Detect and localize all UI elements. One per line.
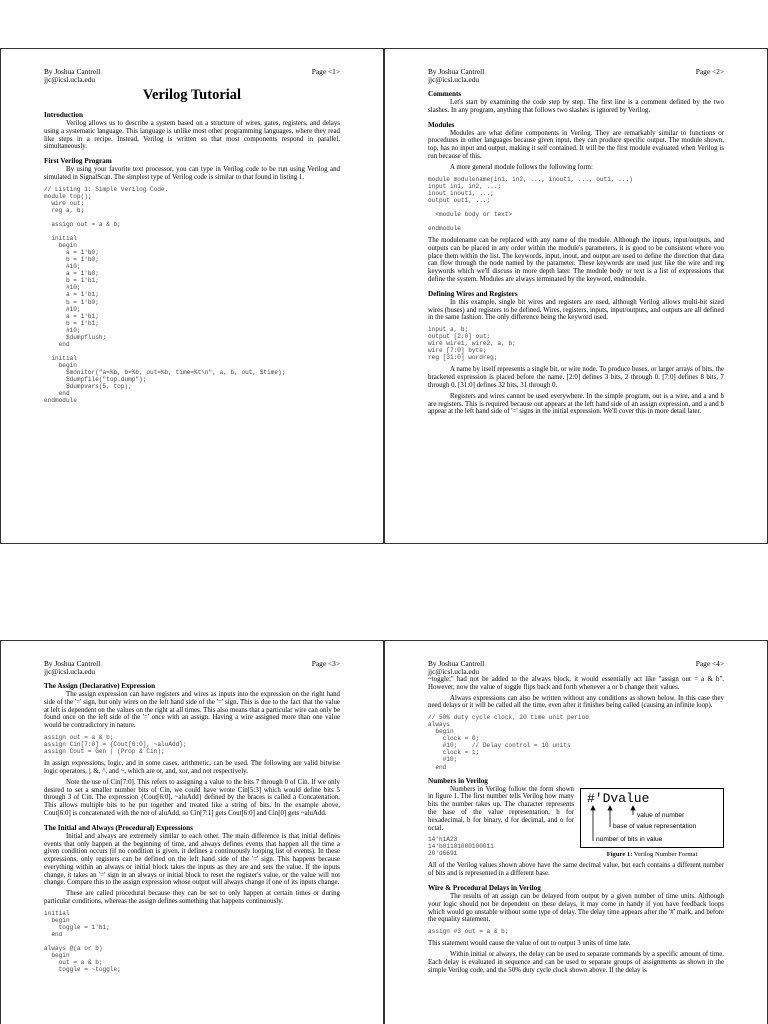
paragraph: Always expressions can also be written without any conditions as shown below. In this case they need delays or it will be called all the time, even after it finishes being called (causing an infinite loop). (428, 694, 724, 710)
figure-label-value: value of number (637, 811, 685, 819)
paragraph: Registers and wires cannot be used everywhere. In the simple program, out is a wire, and a and b are registers. This is required because out appears at the left hand side of an assign expression, and a and b appear at the left hand side of '=' signs in the initial expression. We'll cover this in more detail later. (428, 392, 724, 416)
code-listing: // Listing 1: Simple Verilog Code. module top(); wire out; reg a, b; assign out = a & b; initial begin a = 1'b0; b = 1'b0; #10; a = 1'b0; b = 1'b1; #10; a = 1'b1; b = 1'b0; #10; a = 1'b1; b = 1'b1; #10; $dumpflush; end initial begin $monitor("a=%b, b=%b, out=%b, time=%t\n", a, b, out, $time); $dumpfile("top.dump"); $dumpvars(5, top); end endmodule (44, 185, 286, 405)
author-email: jjc@icsl.ucla.edu (44, 667, 96, 677)
section-heading: Wire & Procedural Delays in Verilog (428, 884, 541, 893)
paragraph: By using your favorite text processor, you can type in Verilog code to be run using Verilog and simulated in SignalScan. The simplest type of Verilog code is similar to that found in listing 1. (44, 166, 340, 181)
code-listing: input a, b; output [2:0] out; wire wire1, wire2, a, b; wire [7:0] byte; reg [31:0] wordreg; (428, 326, 516, 362)
author-name: By Joshua Cantrell (428, 67, 485, 76)
section-heading: The Assign (Declarative) Expression (44, 682, 156, 690)
page-content (428, 660, 724, 978)
page-number: Page <2> (695, 67, 724, 76)
figure-format-text: #'Dvalue (587, 790, 650, 806)
document-page-3 (0, 640, 384, 1024)
paragraph: Modules are what define components in Verilog. They are remarkably similar to functions or procedures in other languages because given input, they can produce specific output. The module shown, top, has no input and output, making it self contained. It will be the first module evaluated when Verilog is run because of this. (428, 129, 724, 160)
author-name: By Joshua Cantrell (428, 659, 485, 668)
code-listing: assign out = a & b; assign Cin[7:0] = {Cout[6:0], ~aluAdd}; assign Cout = Gen | (Prop & Cin); (44, 733, 187, 756)
section-heading: Modules (428, 120, 455, 129)
figure-caption-text: Verilog Number Format (633, 850, 698, 858)
paragraph: The modulename can be replaced with any name of the module. Although the inputs, input/outputs, and outputs can be placed in any order within the module's parameters, it is good to be consistent where you place them within the list. The keywords, input, inout, and output are used to define the direction that data can flow through the node named by the parameter. These keywords are used just like the wire and reg keywords which we'll discuss in more depth later. The module body or text is a list of expressions that define the system. Modules are always terminated by the keyword, endmodule. (428, 236, 724, 283)
figure-box (580, 788, 724, 848)
page-content (428, 68, 724, 419)
figure-label-bits: number of bits in value (596, 835, 663, 843)
paragraph: A name by itself represents a single bit, or wire node. To produce buses, or larger arrays of bits, the bracketed expression is placed before the name. [2:0] defines 3 bits, 2 through 0. [7:0] defines 8 bits, 7 through 0. [31:0] defines 32 bits, 31 through 0. (428, 366, 724, 389)
page-header (44, 660, 340, 676)
code-listing: module modulename(in1, in2, ..., inout1, ..., out1, ...) input in1, in2, ...; inout inout1, ...; output out1, ...; <module body or text> endmodule (428, 175, 633, 232)
paragraph: In assign expressions, logic, and in some cases, arithmetic, can be used. The following are valid bitwise logic operators, |, &, ^, and ~, which are or, and, xor, and not respectively. (44, 760, 340, 775)
page-number: Page <1> (311, 67, 340, 76)
section-heading: Comments (428, 90, 462, 98)
section-heading: Introduction (44, 111, 84, 119)
code-listing: // 50% duty cycle clock, 20 time unit period always begin clock = 0; #10; // Delay control = 10 units clock = 1; #10; end (428, 714, 589, 771)
document-page-1 (0, 48, 384, 544)
section-heading: Defining Wires and Registers (428, 289, 518, 298)
document-page-4 (384, 640, 768, 1024)
paragraph: These are called procedural because they can be set to only happen at certain times or during particular conditions, whereas the assign defines something that happens continuously. (44, 890, 340, 906)
figure-caption-label: Figure 1: (606, 850, 633, 858)
paragraph: ~toggle;" had not be added to the always block, it would essentially act like "assign out = a & b". However, now the value of toggle flips back and forth whenever a or b change their values. (428, 676, 724, 691)
paragraph: Within initial or always, the delay can be used to separate commands by a specific amount of time. Each delay is evaluated in sequence and can be used to separate groups of assignments as shown in the simple Verilog code, and the 50% duty cycle clock shown above. If the delay is (428, 951, 724, 974)
paragraph: Numbers in Verilog follow the form shown in figure 1. The first number tells Verilog how many bits the number takes up. The character represents the base of the value representation, h for hexadecimal, b for binary, d for decimal, and o for octal. (428, 785, 574, 832)
paragraph: Note the use of Cin[7:0]. This refers to assigning a value to the bits 7 through 0 of Cin. If we only desired to set a smaller number bits of Cin, we could have wrote Cin[5:3] which would define bits 5 through 3 of Cin. The expression {Cout[6:0], ~aluAdd} defined by the braces is called a Concatenation. This allows multiple bits to be put together and treated like a string of bits. In the example above, Cout[6:0] is concatenated with the not of aluAdd, so Cin[7:1] gets Cout[6:0] and Cin[0] gets ~aluAdd. (44, 778, 340, 817)
paragraph: In this example, single bit wires and registers are used, although Verilog allows multi-bit sized wires (buses) and registers to be defined. Wires, registers, inputs, input/outputs, and outputs are all defined in the same fashion. The only difference being the keyword used. (428, 298, 724, 322)
author-name: By Joshua Cantrell (44, 659, 101, 668)
paragraph: This statement would cause the value of out to output 3 units of time late. (428, 940, 631, 948)
section-heading: The Initial and Always (Procedural) Expressions (44, 823, 193, 832)
figure-number-format (580, 788, 724, 858)
code-listing: assign #3 out = a & b; (428, 928, 509, 936)
figure-label-base: base of value representation (613, 822, 697, 830)
page-number: Page <3> (311, 659, 340, 668)
page-header (44, 68, 340, 84)
page-content (44, 68, 340, 409)
section-heading: Numbers in Verilog (428, 776, 488, 785)
paragraph: Let's start by examining the code step by step. The first line is a comment defined by the two slashes. In any program, anything that follows two slashes is ignored by Verilog. (428, 99, 724, 114)
paragraph: The results of an assign can be delayed from output by a given number of time units. Although your logic should not be dependent on these delays, it may come in handy if you have feedback loops which would go unstable without some type of delay. The delay time appears after the '#' mark, and before the equality statement. (428, 893, 724, 924)
page-number: Page <4> (695, 659, 724, 668)
paragraph: The assign expression can have registers and wires as inputs into the expression on the right hand side of the '=' sign, but only wires on the left hand side of the '=' sign. This is due to the fact that the value at left is dependent on the values on the right at all times. This also means that a particular wire can only be found once on the left side of the '=' once with an assign. Having a wire assigned more than one value would be contradictory in nature. (44, 691, 340, 730)
paragraph: Verilog allows us to describe a system based on a structure of wires, gates, registers, and delays using a systematic language. This language is unlike most other programming languages, where they read like steps in a recipe. Instead, Verilog is written so that most components respond in parallel, simultaneously. (44, 120, 340, 151)
code-listing: 14'h1A23 14'b01101000100011 20'd6691 (428, 836, 494, 858)
author-email: jjc@icsl.ucla.edu (428, 75, 480, 85)
paragraph: All of the Verilog values shown above have the same decimal value, but each contains a different number of bits and is represented in a different base. (428, 862, 724, 878)
author-email: jjc@icsl.ucla.edu (44, 75, 96, 85)
section-heading: First Verilog Program (44, 157, 112, 166)
code-listing: initial begin toggle = 1'b1; end always @(a or b) begin out = a & b; toggle = ~toggle; (44, 909, 121, 974)
page-header (428, 68, 724, 84)
document-title: Verilog Tutorial (142, 87, 242, 103)
figure-caption (580, 851, 724, 858)
paragraph: A more general module follows the following form: (450, 163, 593, 171)
page-content (44, 660, 340, 978)
page-header (428, 660, 724, 676)
document-page-2 (384, 48, 768, 544)
author-email: jjc@icsl.ucla.edu (428, 667, 480, 677)
author-name: By Joshua Cantrell (44, 67, 101, 76)
paragraph: Initial and always are extremely similar to each other. The main difference is that initial defines events that only happen at the beginning of time, and always defines events that happen all the time a given condition occurs (if no condition is given, it defines a continuously looping list of events). In these expressions, only registers can be defined on the left hand side of the '=' sign. This happens because everything within an always or initial block takes the inputs as they are and sets the value. If the inputs change, it takes an '=' sign in an always or initial block to reset the register's value, or the value will not change. Compare this to the assign expression whose output will always change if one of its inputs change. (44, 832, 340, 887)
